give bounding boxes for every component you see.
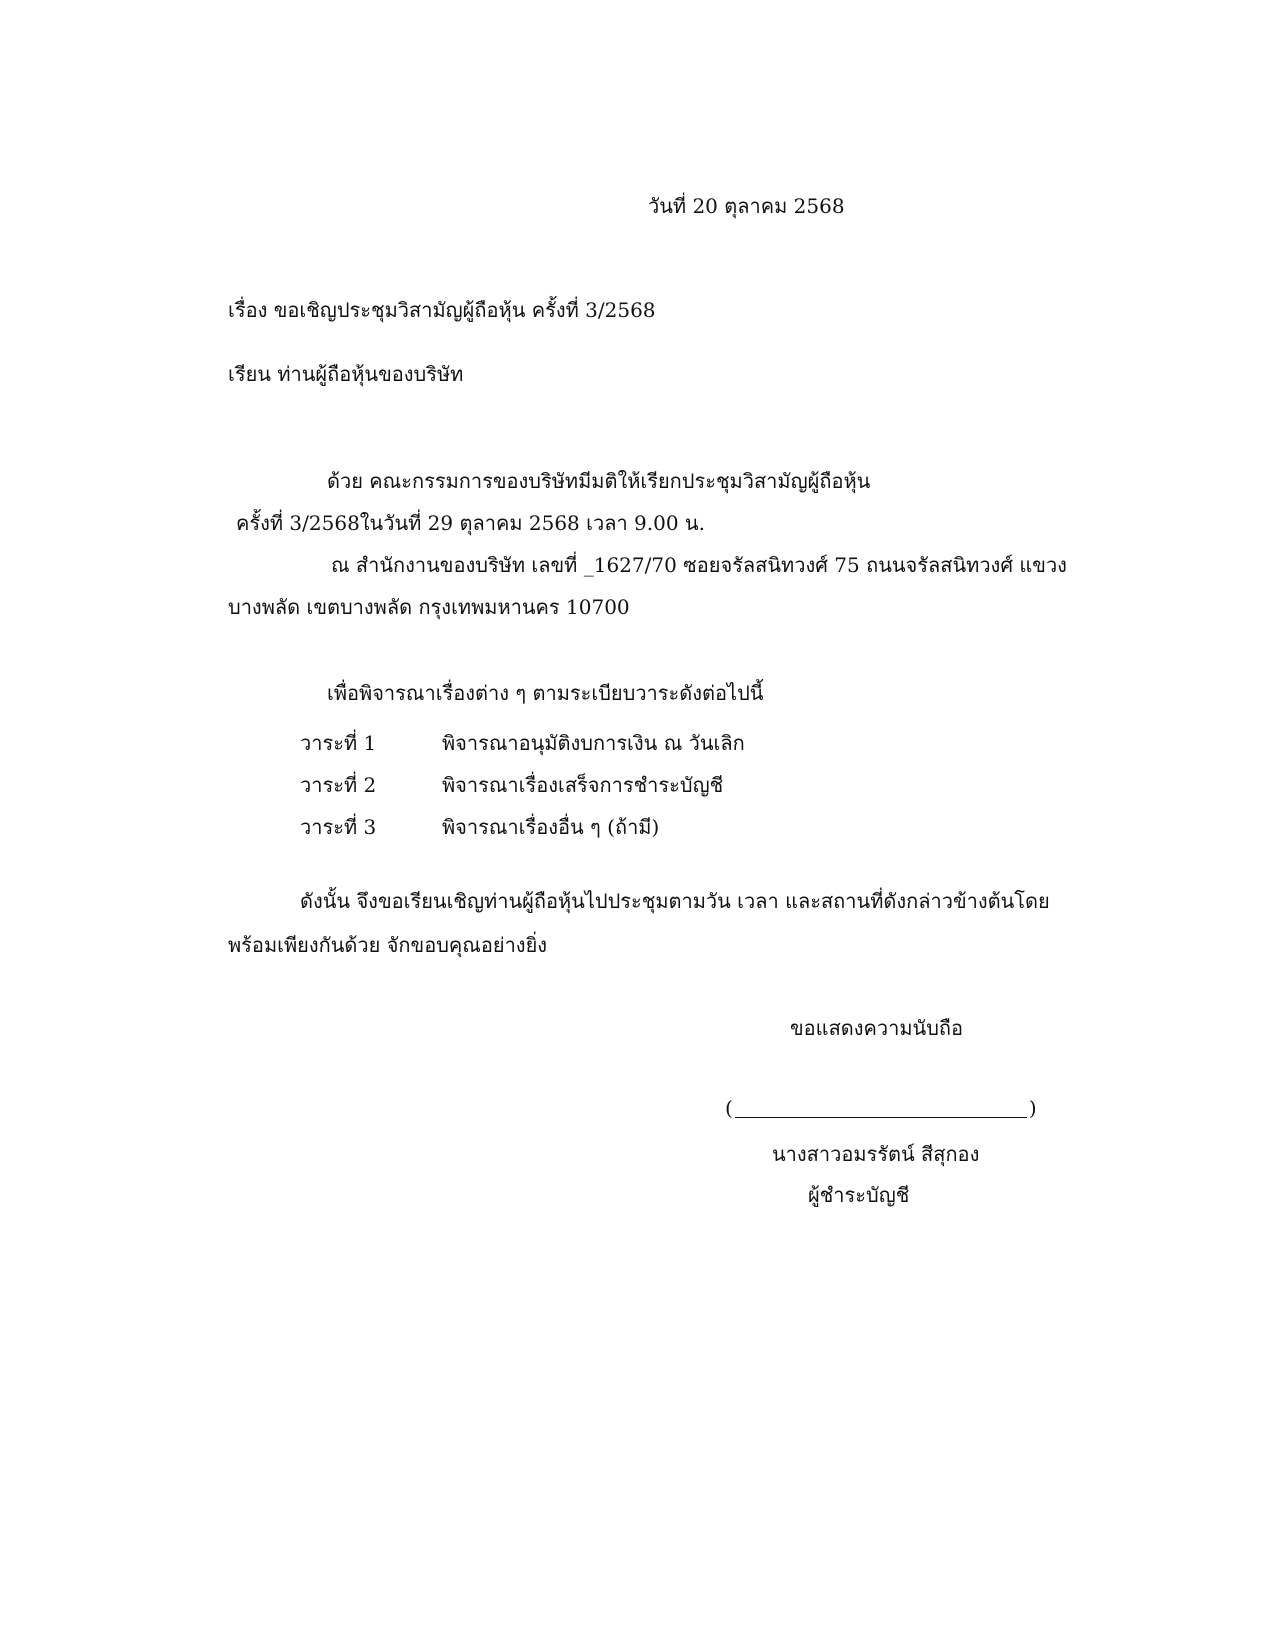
signature-blank: [735, 1099, 1027, 1118]
agenda-item-label: วาระที่ 1: [300, 731, 377, 755]
agenda-item-label: วาระที่ 2: [300, 773, 377, 797]
intro-line-1: ด้วย คณะกรรมการของบริษัทมีมติให้เรียกประชุมวิสามัญผู้ถือหุ้น: [327, 469, 871, 493]
intro-line-2: ครั้งที่ 3/2568ในวันที่ 29 ตุลาคม 2568 เวลา 9.00 น.: [236, 511, 705, 535]
agenda-item: [300, 764, 1000, 806]
signer-title: ผู้ชำระบัญชี: [808, 1183, 910, 1207]
agenda-list: [300, 722, 1000, 848]
agenda-item-desc: พิจารณาเรื่องเสร็จการชำระบัญชี: [442, 773, 724, 797]
date-line: วันที่ 20 ตุลาคม 2568: [648, 194, 845, 218]
location-line-1: ณ สำนักงานของบริษัท เลขที่ _1627/70 ซอยจรัลสนิทวงศ์ 75 ถนนจรัลสนิทวงศ์ แขวง: [331, 553, 1067, 577]
agenda-item-label: วาระที่ 3: [300, 815, 377, 839]
signature-box: [725, 1096, 1037, 1120]
signature-line: [725, 1096, 1037, 1120]
closing-line-2: พร้อมเพียงกันด้วย จักขอบคุณอย่างยิ่ง: [228, 933, 548, 957]
location-line-2: บางพลัด เขตบางพลัด กรุงเทพมหานคร 10700: [228, 595, 630, 619]
agenda-item-desc: พิจารณาอนุมัติงบการเงิน ณ วันเลิก: [442, 731, 745, 755]
closing-line-1: ดังนั้น จึงขอเรียนเชิญท่านผู้ถือหุ้นไปประชุมตามวัน เวลา และสถานที่ดังกล่าวข้างต้นโดย: [300, 889, 1050, 913]
agenda-item-desc: พิจารณาเรื่องอื่น ๆ (ถ้ามี): [442, 815, 660, 839]
signer-name: นางสาวอมรรัตน์ สีสุกอง: [772, 1142, 980, 1166]
signature-open-paren: (: [725, 1096, 733, 1120]
agenda-item: [300, 806, 1000, 848]
subject-line: เรื่อง ขอเชิญประชุมวิสามัญผู้ถือหุ้น ครั้งที่ 3/2568: [228, 298, 656, 322]
salutation-line: เรียน ท่านผู้ถือหุ้นของบริษัท: [228, 362, 464, 386]
agenda-item: [300, 722, 1000, 764]
regards-line: ขอแสดงความนับถือ: [790, 1016, 964, 1040]
signature-close-paren: ): [1028, 1096, 1037, 1120]
agenda-intro: เพื่อพิจารณาเรื่องต่าง ๆ ตามระเบียบวาระดังต่อไปนี้: [327, 681, 764, 705]
